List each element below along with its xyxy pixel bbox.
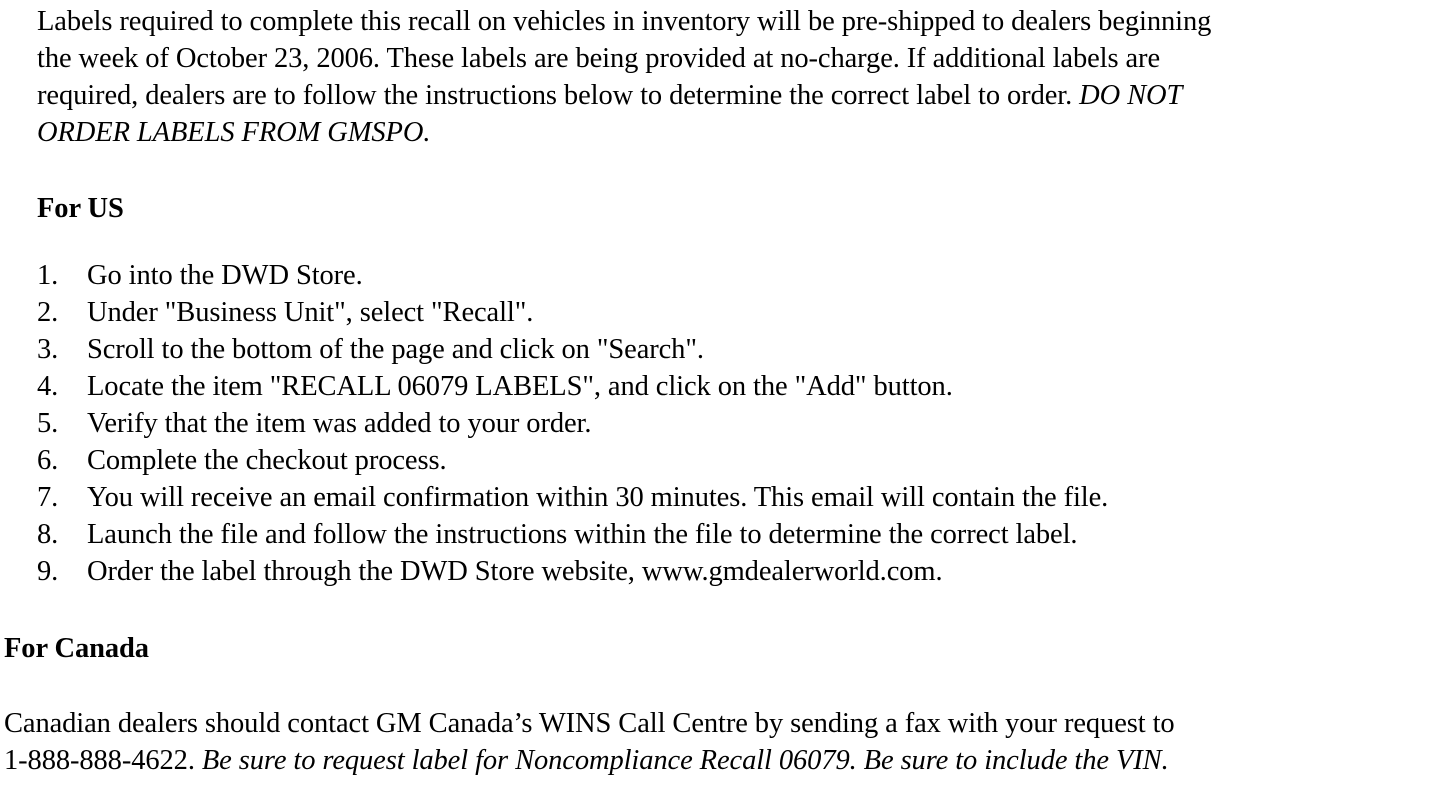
intro-paragraph — [37, 3, 1442, 151]
intro-line-4: ORDER LABELS FROM GMSPO. — [37, 117, 431, 148]
step-number: 9. — [37, 556, 59, 587]
step-text: Verify that the item was added to your order. — [87, 408, 592, 439]
step-text: Launch the file and follow the instructions within the file to determine the correct label. — [87, 519, 1078, 550]
step-text: Under "Business Unit", select "Recall". — [87, 297, 534, 328]
list-item — [37, 331, 1108, 368]
step-text: Scroll to the bottom of the page and click on "Search". — [87, 334, 704, 365]
step-number: 8. — [37, 519, 59, 550]
intro-line-3-text: required, dealers are to follow the instructions below to determine the correct label to order. — [37, 80, 1080, 111]
step-number: 4. — [37, 371, 59, 402]
step-number: 6. — [37, 445, 59, 476]
step-number: 7. — [37, 482, 59, 513]
step-text: Locate the item "RECALL 06079 LABELS", and click on the "Add" button. — [87, 371, 953, 402]
canada-line-2 — [4, 742, 1444, 779]
intro-line-2: the week of October 23, 2006. These labels are being provided at no-charge. If additional labels are — [37, 43, 1160, 74]
list-item — [37, 479, 1108, 516]
step-text: Complete the checkout process. — [87, 445, 447, 476]
intro-line-1: Labels required to complete this recall on vehicles in inventory will be pre-shipped to dealers beginning — [37, 6, 1212, 37]
canada-paragraph — [4, 705, 1444, 779]
list-item — [37, 516, 1108, 553]
list-item — [37, 257, 1108, 294]
step-number: 1. — [37, 260, 59, 291]
step-number: 3. — [37, 334, 59, 365]
step-number: 2. — [37, 297, 59, 328]
list-item — [37, 368, 1108, 405]
step-text: You will receive an email confirmation within 30 minutes. This email will contain the file. — [87, 482, 1109, 513]
list-item — [37, 294, 1108, 331]
do-not-order-warning: DO NOT — [1079, 80, 1183, 111]
step-number: 5. — [37, 408, 59, 439]
step-text: Order the label through the DWD Store website, www.gmdealerworld.com. — [87, 556, 943, 587]
canada-section-heading: For Canada — [4, 633, 149, 664]
step-text: Go into the DWD Store. — [87, 260, 363, 291]
canada-line-1: Canadian dealers should contact GM Canada’s WINS Call Centre by sending a fax with your request to — [4, 708, 1175, 739]
us-steps-list — [37, 257, 1108, 590]
list-item — [37, 442, 1108, 479]
fax-number: 1-888-888-4622. — [4, 745, 202, 776]
intro-line-3 — [37, 77, 1442, 114]
canada-instruction-note: Be sure to request label for Noncompliance Recall 06079. Be sure to include the VIN. — [201, 745, 1169, 776]
list-item — [37, 405, 1108, 442]
us-section-heading: For US — [37, 193, 124, 224]
list-item — [37, 553, 1108, 590]
